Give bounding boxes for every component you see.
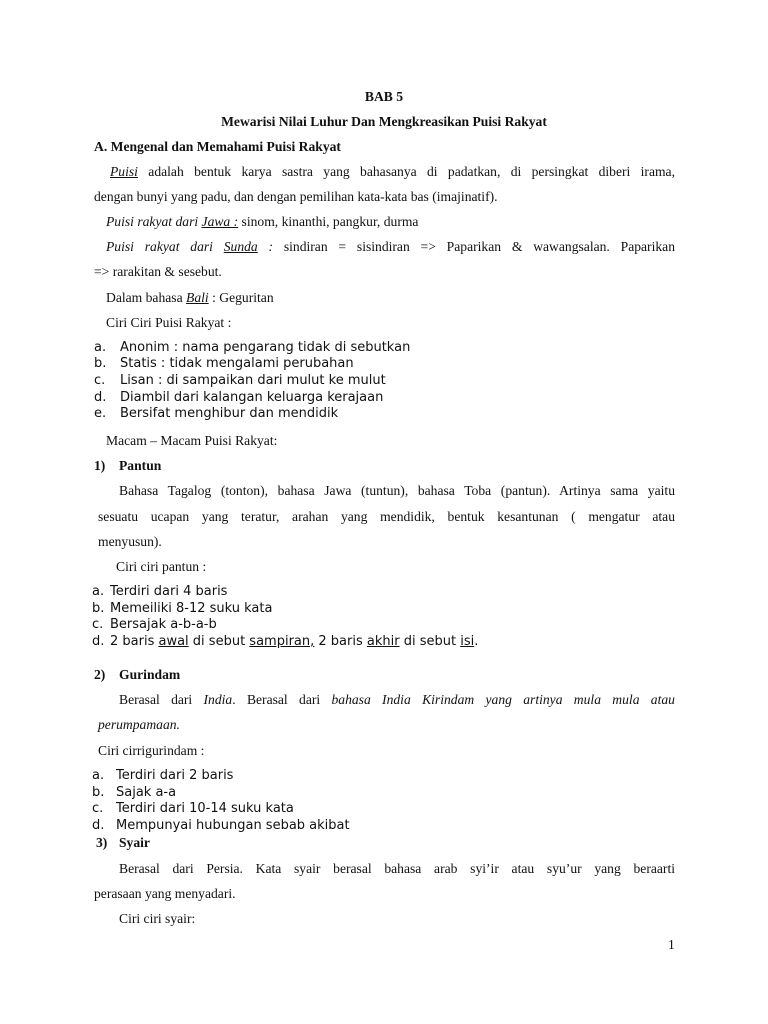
list-item: c. Terdiri dari 10-14 suku kata: [92, 801, 294, 816]
bali-line: Dalam bahasa Bali : Geguritan: [106, 290, 274, 305]
syair-para-line1: Berasal dari Persia. Kata syair berasal bahasa arab syi’ir atau syu’ur yang beraarti: [119, 861, 675, 876]
list-item: c. Bersajak a-b-a-b: [92, 617, 217, 632]
jawa-line: Puisi rakyat dari Jawa : sinom, kinanthi, pangkur, durma: [106, 214, 419, 229]
ciri-syair-heading: Ciri ciri syair:: [119, 911, 196, 926]
bali-term: Bali: [186, 290, 209, 305]
list-item: b. Sajak a-a: [92, 785, 177, 800]
sunda-line1: Puisi rakyat dari Sunda : sindiran = sisindiran => Paparikan & wawangsalan. Paparikan: [106, 239, 675, 254]
gurindam-para-line1: Berasal dari India. Berasal dari bahasa India Kirindam yang artinya mula mula atau: [119, 692, 675, 707]
list-item: e. Bersifat menghibur dan mendidik: [94, 406, 339, 421]
list-item: d. Mempunyai hubungan sebab akibat: [92, 818, 350, 833]
sunda-line2: => rarakitan & sesebut.: [94, 264, 222, 279]
puisi-term: Puisi: [110, 164, 138, 179]
list-item: a. Terdiri dari 2 baris: [92, 768, 234, 783]
intro-para-line2: dengan bunyi yang padu, dan dengan pemilihan kata-kata bas (imajinatif).: [94, 189, 498, 204]
ciri-pantun-heading: Ciri ciri pantun :: [116, 559, 207, 574]
sunda-term: Sunda: [223, 239, 258, 254]
pantun-para-line1: Bahasa Tagalog (tonton), bahasa Jawa (tuntun), bahasa Toba (pantun). Artinya sama yaitu: [119, 483, 675, 498]
list-item: a. Anonim : nama pengarang tidak di sebutkan: [94, 340, 411, 355]
chapter-label: BAB 5: [364, 89, 404, 104]
ciri-puisi-heading: Ciri Ciri Puisi Rakyat :: [106, 315, 232, 330]
pantun-para-line2: sesuatu ucapan yang teratur, arahan yang mendidik, bentuk kesantunan ( mengatur atau: [98, 509, 675, 524]
chapter-title: Mewarisi Nilai Luhur Dan Mengkreasikan Puisi Rakyat: [221, 114, 547, 129]
jawa-term: Jawa :: [201, 214, 239, 229]
gurindam-heading: 2) Gurindam: [94, 667, 181, 682]
list-item: c. Lisan : di sampaikan dari mulut ke mulut: [94, 373, 386, 388]
list-item: b. Statis : tidak mengalami perubahan: [94, 356, 354, 371]
syair-para-line2: perasaan yang menyadari.: [94, 886, 236, 901]
pantun-heading: 1) Pantun: [94, 458, 162, 473]
list-item: b. Memeiliki 8-12 suku kata: [92, 601, 273, 616]
list-item: a. Terdiri dari 4 baris: [92, 584, 228, 599]
macam-heading: Macam – Macam Puisi Rakyat:: [106, 433, 278, 448]
page-number: 1: [668, 937, 675, 952]
section-a-heading: A. Mengenal dan Memahami Puisi Rakyat: [94, 139, 341, 154]
syair-heading: 3) Syair: [96, 835, 150, 850]
pantun-para-line3: menyusun).: [98, 534, 162, 549]
intro-para-line1: Puisi adalah bentuk karya sastra yang bahasanya di padatkan, di persingkat diberi irama,: [110, 164, 675, 179]
gurindam-para-line2: perumpamaan.: [98, 717, 180, 732]
list-item: d. Diambil dari kalangan keluarga kerajaan: [94, 390, 384, 405]
ciri-gurindam-heading: Ciri cirrigurindam :: [98, 743, 205, 758]
list-item: d. 2 baris awal di sebut sampiran, 2 baris akhir di sebut isi.: [92, 634, 479, 649]
